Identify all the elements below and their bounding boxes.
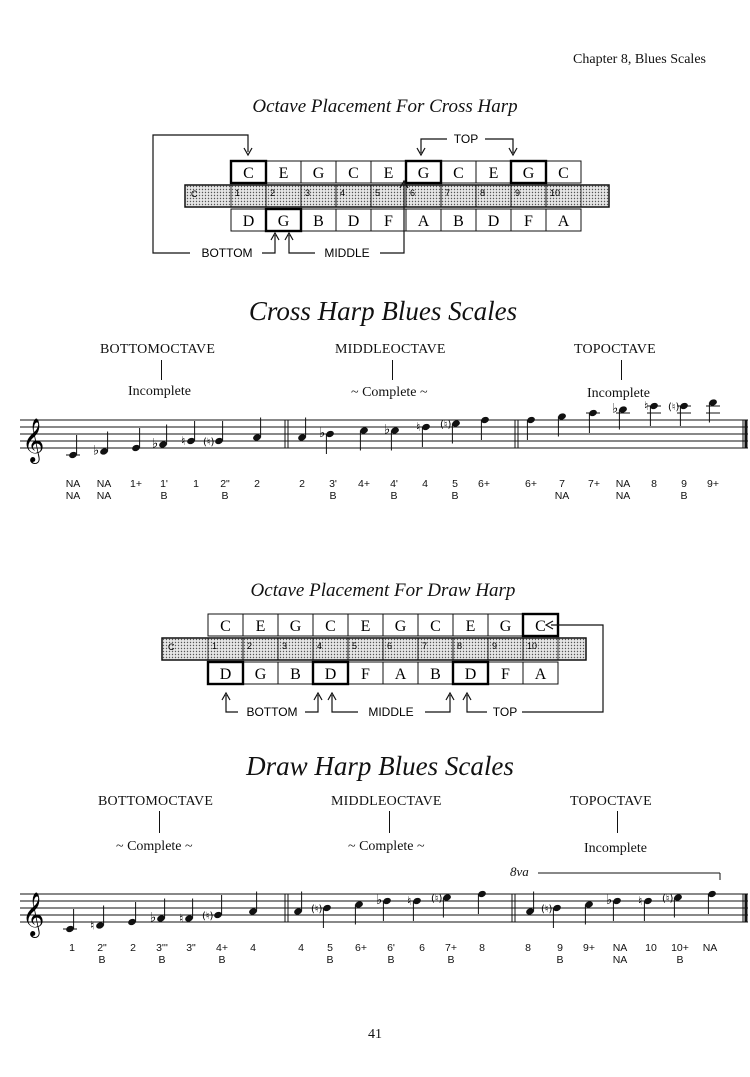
cross-hole-label: 2" — [220, 478, 230, 490]
natural-sign: ♮ — [638, 894, 643, 908]
middle-bracket — [332, 695, 358, 712]
bottom-label: BOTTOM — [246, 705, 298, 719]
cross-placement-diagram — [0, 125, 750, 275]
draw-hole-label: 10+ — [671, 942, 689, 954]
hole-number: 3 — [282, 641, 288, 651]
draw-hole-label: 5 — [327, 942, 333, 954]
draw-hole-label: 9+ — [583, 942, 595, 954]
cross-placement-title: Octave Placement For Cross Harp — [252, 96, 518, 117]
draw-middle-octave-label: MIDDLEOCTAVE — [331, 794, 442, 809]
natural-sign: (♮) — [203, 437, 215, 448]
bottom-bracket — [226, 695, 238, 712]
hole-number: 4 — [340, 188, 346, 198]
draw-hole-label: 6' — [387, 942, 395, 954]
hole-number: 3 — [305, 188, 311, 198]
draw-bottom-tick — [159, 811, 160, 833]
flat-sign: ♭ — [606, 893, 613, 908]
draw-hole-label: 10 — [645, 942, 657, 954]
blow-note: G — [499, 618, 512, 635]
cross-hole-label: 1' — [160, 478, 168, 490]
flat-sign: ♭ — [319, 426, 326, 441]
draw-bend-label: B — [158, 954, 166, 966]
blow-note: E — [465, 618, 476, 635]
draw-middle-tick — [389, 811, 390, 833]
draw-note: A — [557, 213, 570, 230]
top-bracket — [485, 139, 513, 153]
blow-note: C — [430, 618, 441, 635]
draw-hole-label: 6+ — [355, 942, 367, 954]
bottom-label: BOTTOM — [201, 246, 253, 260]
blow-note: G — [522, 165, 535, 182]
cross-bend-label: B — [390, 490, 398, 502]
harp-comb — [162, 638, 586, 660]
chapter-header: Chapter 8, Blues Scales — [573, 52, 706, 67]
draw-note: B — [290, 666, 301, 683]
cross-staff — [0, 398, 750, 478]
hole-number: 9 — [515, 188, 521, 198]
cross-middle-tick — [392, 360, 393, 380]
draw-note: D — [464, 666, 477, 683]
cross-bend-label: B — [160, 490, 168, 502]
treble-clef: 𝄞 — [22, 892, 45, 936]
blow-note: C — [453, 165, 464, 182]
draw-hole-label: NA — [612, 942, 628, 954]
bottom-bracket — [262, 235, 275, 253]
cross-hole-label: 6+ — [525, 478, 537, 490]
draw-bend-label: B — [447, 954, 455, 966]
blow-note: G — [394, 618, 407, 635]
cross-hole-label: 4' — [390, 478, 398, 490]
cross-hole-label: NA — [96, 478, 112, 490]
cross-hole-label: 8 — [651, 478, 657, 490]
cross-hole-label: 4 — [422, 478, 428, 490]
draw-hole-label: 8 — [525, 942, 531, 954]
draw-bend-label: B — [98, 954, 106, 966]
cross-hole-label: 1+ — [130, 478, 142, 490]
draw-staff — [0, 862, 750, 942]
cross-top-octave-label: TOPOCTAVE — [574, 342, 656, 357]
draw-note: G — [254, 666, 267, 683]
hole-number: 1 — [235, 188, 241, 198]
draw-note: F — [361, 666, 370, 683]
draw-hole-label: 6 — [419, 942, 425, 954]
draw-top-octave-label: TOPOCTAVE — [570, 794, 652, 809]
flat-sign: ♭ — [376, 893, 383, 908]
draw-hole-label: 8 — [479, 942, 485, 954]
draw-note: F — [524, 213, 533, 230]
blow-note: C — [348, 165, 359, 182]
hole-number: 4 — [317, 641, 323, 651]
natural-sign: ♮ — [407, 894, 412, 908]
draw-note: D — [242, 213, 255, 230]
hole-number: 9 — [492, 641, 498, 651]
hole-number: 10 — [527, 641, 538, 651]
draw-bend-label: B — [676, 954, 684, 966]
draw-scales-title: Draw Harp Blues Scales — [246, 751, 514, 781]
blow-note: G — [289, 618, 302, 635]
flat-sign: ♭ — [612, 401, 619, 417]
draw-hole-label: 4+ — [216, 942, 228, 954]
blow-note: C — [243, 165, 254, 182]
cross-middle-octave-label: MIDDLEOCTAVE — [335, 342, 446, 357]
middle-label: MIDDLE — [324, 246, 370, 260]
blow-note: G — [417, 165, 430, 182]
middle-bracket — [289, 235, 315, 253]
draw-hole-label: NA — [702, 942, 718, 954]
draw-note: F — [501, 666, 510, 683]
top-label: TOP — [492, 705, 518, 719]
cross-hole-label: 2 — [299, 478, 305, 490]
draw-note: D — [347, 213, 360, 230]
cross-hole-label: 4+ — [358, 478, 370, 490]
cross-hole-label: NA — [65, 478, 81, 490]
cross-hole-label: NA — [615, 478, 631, 490]
draw-hole-label: 7+ — [445, 942, 457, 954]
blow-note: E — [488, 165, 499, 182]
draw-note: B — [430, 666, 441, 683]
cross-bottom-tick — [161, 360, 162, 380]
flat-sign: ♭ — [150, 910, 157, 926]
draw-placement-diagram — [0, 605, 750, 730]
hole-number: 8 — [457, 641, 463, 651]
cross-bend-label: B — [451, 490, 459, 502]
draw-bottom-octave-label: BOTTOMOCTAVE — [98, 794, 214, 809]
hole-number: 7 — [445, 188, 451, 198]
harp-key: C — [191, 189, 198, 199]
page-number: 41 — [368, 1027, 382, 1042]
hole-number: 2 — [247, 641, 253, 651]
draw-note: F — [384, 213, 393, 230]
cross-top-status: Incomplete — [587, 386, 650, 401]
flat-sign: ♭ — [93, 443, 100, 459]
draw-note: A — [417, 213, 430, 230]
cross-hole-label: 3' — [329, 478, 337, 490]
cross-hole-label: 9+ — [707, 478, 719, 490]
cross-bend-label: NA — [96, 490, 112, 502]
cross-bend-label: NA — [615, 490, 631, 502]
hole-number: 6 — [387, 641, 393, 651]
top-label: TOP — [453, 132, 479, 146]
draw-placement-title: Octave Placement For Draw Harp — [250, 580, 516, 601]
blow-note: E — [360, 618, 371, 635]
hole-number: 2 — [270, 188, 276, 198]
draw-hole-label: 9 — [557, 942, 563, 954]
draw-note: B — [313, 213, 324, 230]
cross-scales-title: Cross Harp Blues Scales — [248, 296, 518, 326]
natural-sign: (♮) — [440, 419, 452, 431]
draw-bend-label: B — [387, 954, 395, 966]
hole-number: 8 — [480, 188, 486, 198]
cross-hole-label: 7 — [559, 478, 565, 490]
cross-bend-label: B — [680, 490, 688, 502]
draw-hole-label: 4 — [298, 942, 304, 954]
blow-note: E — [383, 165, 394, 182]
cross-hole-label: 7+ — [588, 478, 600, 490]
draw-hole-label: 2 — [130, 942, 136, 954]
middle-label: MIDDLE — [368, 705, 414, 719]
cross-bend-label: NA — [65, 490, 81, 502]
draw-bottom-status: ~ Complete ~ — [116, 839, 193, 854]
draw-top-tick — [617, 811, 618, 833]
draw-note: D — [487, 213, 500, 230]
draw-bend-label: B — [218, 954, 226, 966]
draw-note: A — [534, 666, 547, 683]
natural-sign: ♮ — [181, 434, 186, 448]
hole-number: 5 — [352, 641, 358, 651]
hole-number: 10 — [550, 188, 561, 198]
blow-note: E — [278, 165, 289, 182]
draw-note: A — [394, 666, 407, 683]
cross-bend-label: NA — [554, 490, 570, 502]
harp-comb — [185, 185, 609, 207]
draw-hole-label: 3" — [186, 942, 196, 954]
flat-sign: ♭ — [152, 436, 159, 452]
blow-note: C — [220, 618, 231, 635]
cross-top-tick — [621, 360, 622, 380]
natural-sign: ♮ — [416, 420, 421, 434]
hole-number: 7 — [422, 641, 428, 651]
hole-number: 5 — [375, 188, 381, 198]
cross-bottom-status: Incomplete — [128, 384, 191, 399]
draw-note: G — [277, 213, 290, 230]
blow-note: E — [255, 618, 266, 635]
natural-sign: (♮) — [541, 904, 553, 915]
draw-note: D — [219, 666, 232, 683]
cross-bottom-octave-label: BOTTOMOCTAVE — [100, 342, 216, 357]
cross-hole-label: 6+ — [478, 478, 490, 490]
blow-note: G — [312, 165, 325, 182]
draw-hole-label: 4 — [250, 942, 256, 954]
natural-sign: (♮) — [311, 904, 323, 915]
natural-sign: ♮ — [90, 918, 95, 933]
draw-note: D — [324, 666, 337, 683]
cross-bend-label: B — [329, 490, 337, 502]
blow-note: C — [325, 618, 336, 635]
draw-middle-status: ~ Complete ~ — [348, 839, 425, 854]
flat-sign: ♭ — [384, 422, 391, 438]
natural-sign: ♮ — [179, 911, 184, 926]
cross-hole-label: 9 — [681, 478, 687, 490]
draw-bend-label: B — [326, 954, 334, 966]
cross-hole-label: 5 — [452, 478, 458, 490]
blow-note: C — [535, 618, 546, 635]
cross-hole-label: 1 — [193, 478, 199, 490]
draw-hole-label: 1 — [69, 942, 75, 954]
draw-hole-label: 2" — [97, 942, 107, 954]
draw-bend-label: NA — [612, 954, 628, 966]
ottava-mark: 8va — [510, 864, 529, 879]
natural-sign: (♮) — [431, 893, 443, 905]
treble-clef: 𝄞 — [22, 418, 45, 462]
harp-key: C — [168, 642, 175, 652]
draw-bend-label: B — [556, 954, 564, 966]
draw-hole-label: 3''' — [156, 942, 168, 954]
cross-bend-label: B — [221, 490, 229, 502]
natural-sign: (♮) — [202, 911, 214, 922]
natural-sign: (♮) — [668, 402, 680, 413]
natural-sign: ♮ — [644, 399, 649, 413]
hole-number: 1 — [212, 641, 218, 651]
cross-middle-status: ~ Complete ~ — [351, 385, 428, 400]
top-bracket — [421, 139, 447, 153]
natural-sign: (♮) — [662, 893, 674, 905]
cross-hole-label: 2 — [254, 478, 260, 490]
middle-bracket — [425, 695, 450, 712]
blow-note: C — [558, 165, 569, 182]
hole-number: 6 — [410, 188, 416, 198]
draw-top-status: Incomplete — [584, 841, 647, 856]
draw-note: B — [453, 213, 464, 230]
